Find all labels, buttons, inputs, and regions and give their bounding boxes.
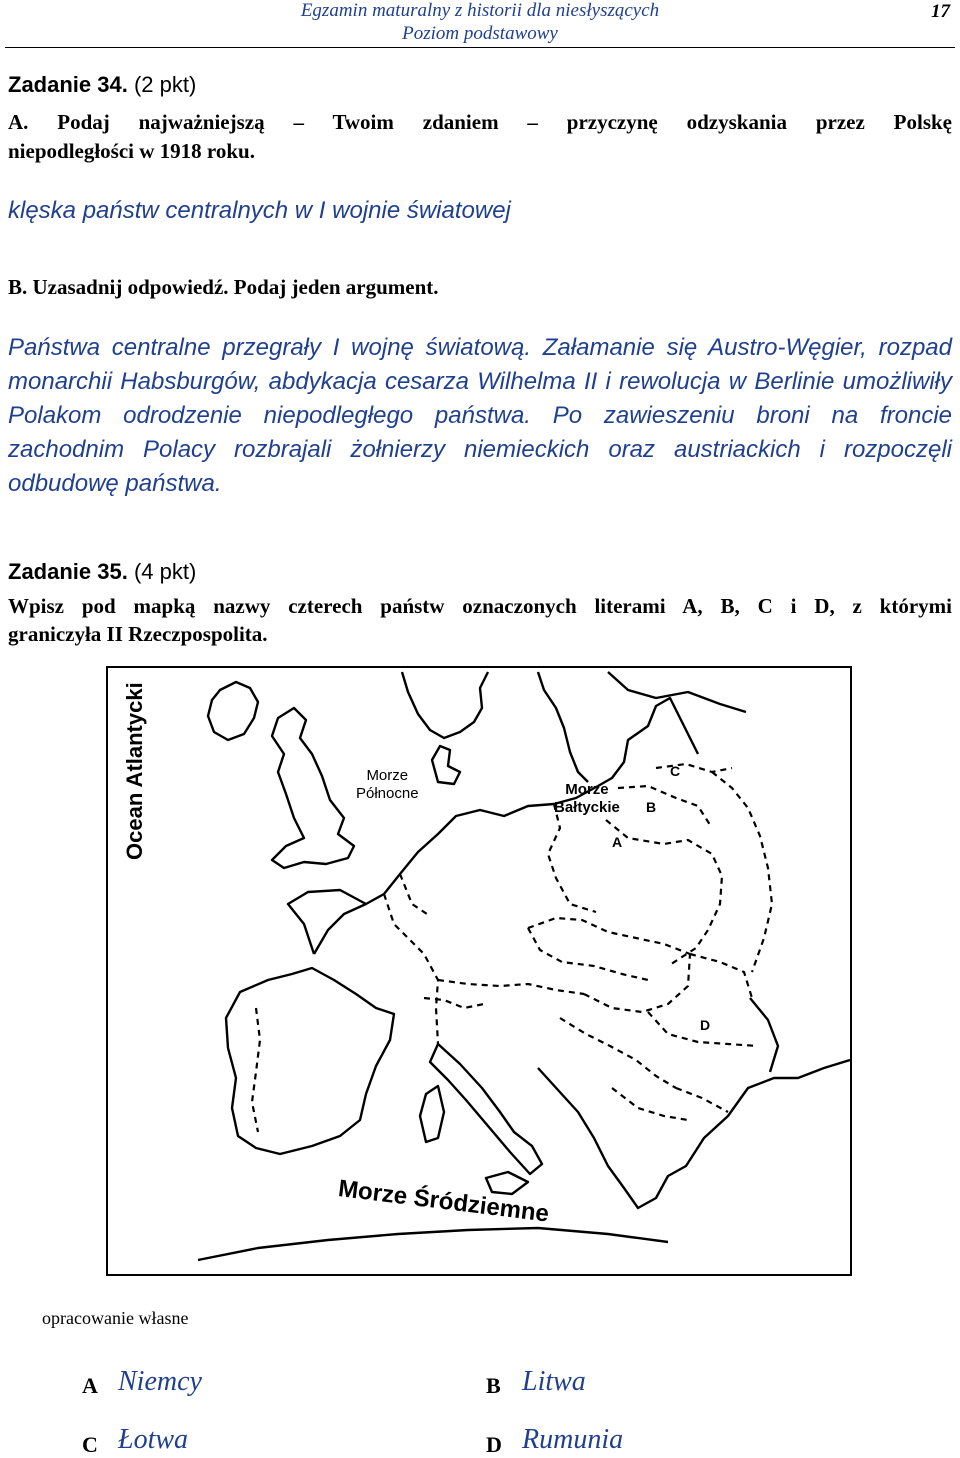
answer-letter-c: C xyxy=(82,1432,98,1457)
task-34-question-a-line2: niepodległości w 1918 roku. xyxy=(8,139,255,163)
north-sea-label-line2: Północne xyxy=(356,785,419,802)
north-sea-label xyxy=(356,767,419,803)
baltic-sea-label-line2: Bałtyckie xyxy=(554,799,620,816)
task-34-answer-b: Państwa centralne przegrały I wojnę światową. Załamanie się Austro-Węgier, rozpad monarchii Habsburgów, abdykacja cesarza Wilhelma II i rewolucja w Berlinie umożliwiły Polakom odrodzenie niepodległego państwa. Po zawieszeniu broni na froncie zachodnim Polacy rozbrajali żołnierzy niemieckich oraz austriackich i rozpoczęli odbudowę państwa. xyxy=(8,334,952,497)
map-source: opracowanie własne xyxy=(42,1308,189,1328)
atlantic-ocean-label: Ocean Atlantycki xyxy=(122,682,147,860)
mediterranean-sea-label: Morze Śródziemne xyxy=(336,1175,551,1228)
exam-header-title: Egzamin maturalny z historii dla niesłyszących xyxy=(300,0,660,21)
task-34-question-a-line1: A. Podaj najważniejszą – Twoim zdaniem – przyczynę odzyskania przez Polskę xyxy=(8,110,952,134)
map-letter-b: B xyxy=(646,799,657,815)
task-35-points: (4 pkt) xyxy=(133,559,197,584)
task-35-question-line2: graniczyła II Rzeczpospolita. xyxy=(8,622,268,646)
answer-value-a: Niemcy xyxy=(118,1366,202,1397)
map-letter-a: A xyxy=(612,834,623,850)
task-35-question-line1: Wpisz pod mapką nazwy czterech państw oznaczonych literami A, B, C i D, z którymi xyxy=(8,594,952,618)
answer-letter-b: B xyxy=(486,1373,501,1398)
answer-value-b: Litwa xyxy=(522,1366,586,1397)
answer-letter-a: A xyxy=(82,1373,98,1398)
task-34-points: (2 pkt) xyxy=(133,72,197,97)
baltic-sea-label xyxy=(554,781,620,817)
map-letter-c: C xyxy=(670,763,681,779)
map-letter-d: D xyxy=(700,1017,711,1033)
task-34-question-b: B. Uzasadnij odpowiedź. Podaj jeden argument. xyxy=(8,275,439,299)
task-34-answer-a: klęska państw centralnych w I wojnie światowej xyxy=(8,197,511,224)
baltic-sea-label-line1: Morze xyxy=(565,781,609,798)
task-34-number: Zadanie 34. xyxy=(8,72,128,97)
europe-map-outline xyxy=(108,668,850,1274)
task-34-title xyxy=(8,72,196,98)
answer-value-c: Łotwa xyxy=(118,1424,189,1455)
europe-map xyxy=(106,666,852,1276)
answer-letter-d: D xyxy=(486,1432,502,1457)
exam-header-level: Poziom podstawowy xyxy=(402,23,558,44)
north-sea-label-line1: Morze xyxy=(366,767,409,784)
task-35-title xyxy=(8,559,196,585)
task-35-number: Zadanie 35. xyxy=(8,559,128,584)
page-number: 17 xyxy=(931,1,950,22)
answer-value-d: Rumunia xyxy=(522,1424,624,1455)
header-divider xyxy=(5,47,955,48)
